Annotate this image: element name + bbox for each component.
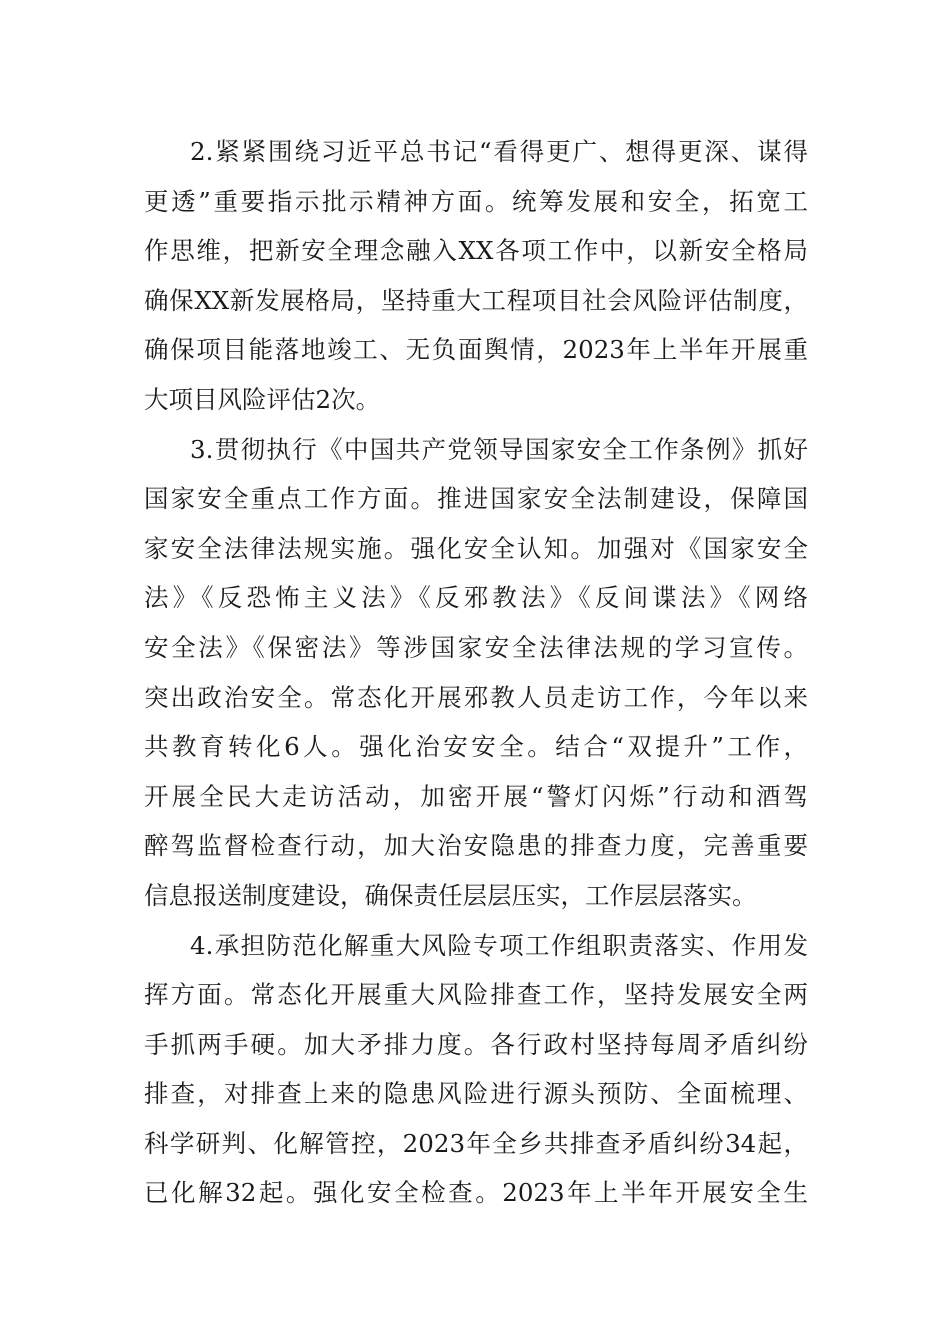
paragraph-3: [144, 425, 808, 921]
text-line: 信息报送制度建设，确保责任层层压实，工作层层落实。: [144, 880, 757, 910]
text-line: 手抓两手硬。加大矛排力度。各行政村坚持每周矛盾纠纷: [144, 1029, 808, 1059]
paragraph-2: [144, 127, 808, 425]
text-line: 大项目风险评估2次。: [144, 384, 381, 414]
text-line: 法》《反恐怖主义法》《反邪教法》《反间谍法》《网络: [144, 583, 808, 613]
text-line: 醉驾监督检查行动，加大治安隐患的排查力度，完善重要: [144, 831, 808, 861]
text-line: 2.紧紧围绕习近平总书记“看得更广、想得更深、谋得: [190, 137, 808, 166]
text-line: 安全法》《保密法》等涉国家安全法律法规的学习宣传。: [144, 632, 808, 662]
text-line: 确保XX新发展格局，坚持重大工程项目社会风险评估制度，: [144, 285, 808, 315]
text-line: 更透”重要指示批示精神方面。统筹发展和安全，拓宽工: [144, 186, 808, 216]
text-line: 4.承担防范化解重大风险专项工作组职责落实、作用发: [190, 930, 808, 960]
text-line: 家安全法律法规实施。强化安全认知。加强对《国家安全: [144, 533, 808, 563]
document-body: [144, 127, 808, 1218]
text-line: 已化解32起。强化安全检查。2023年上半年开展安全生: [144, 1178, 808, 1208]
text-line: 3.贯彻执行《中国共产党领导国家安全工作条例》抓好: [190, 434, 808, 464]
text-line: 挥方面。常态化开展重大风险排查工作，坚持发展安全两: [144, 980, 808, 1010]
text-line: 科学研判、化解管控，2023年全乡共排查矛盾纠纷34起，: [144, 1128, 808, 1158]
text-line: 共教育转化6人。强化治安安全。结合“双提升”工作，: [144, 732, 808, 762]
text-line: 确保项目能落地竣工、无负面舆情，2023年上半年开展重: [144, 335, 808, 365]
text-line: 作思维，把新安全理念融入XX各项工作中，以新安全格局: [144, 236, 808, 266]
text-line: 国家安全重点工作方面。推进国家安全法制建设，保障国: [144, 484, 808, 514]
paragraph-4: [144, 921, 808, 1219]
text-line: 突出政治安全。常态化开展邪教人员走访工作，今年以来: [144, 682, 808, 712]
text-line: 排查，对排查上来的隐患风险进行源头预防、全面梳理、: [144, 1079, 808, 1109]
text-line: 开展全民大走访活动，加密开展“警灯闪烁”行动和酒驾: [144, 781, 808, 811]
